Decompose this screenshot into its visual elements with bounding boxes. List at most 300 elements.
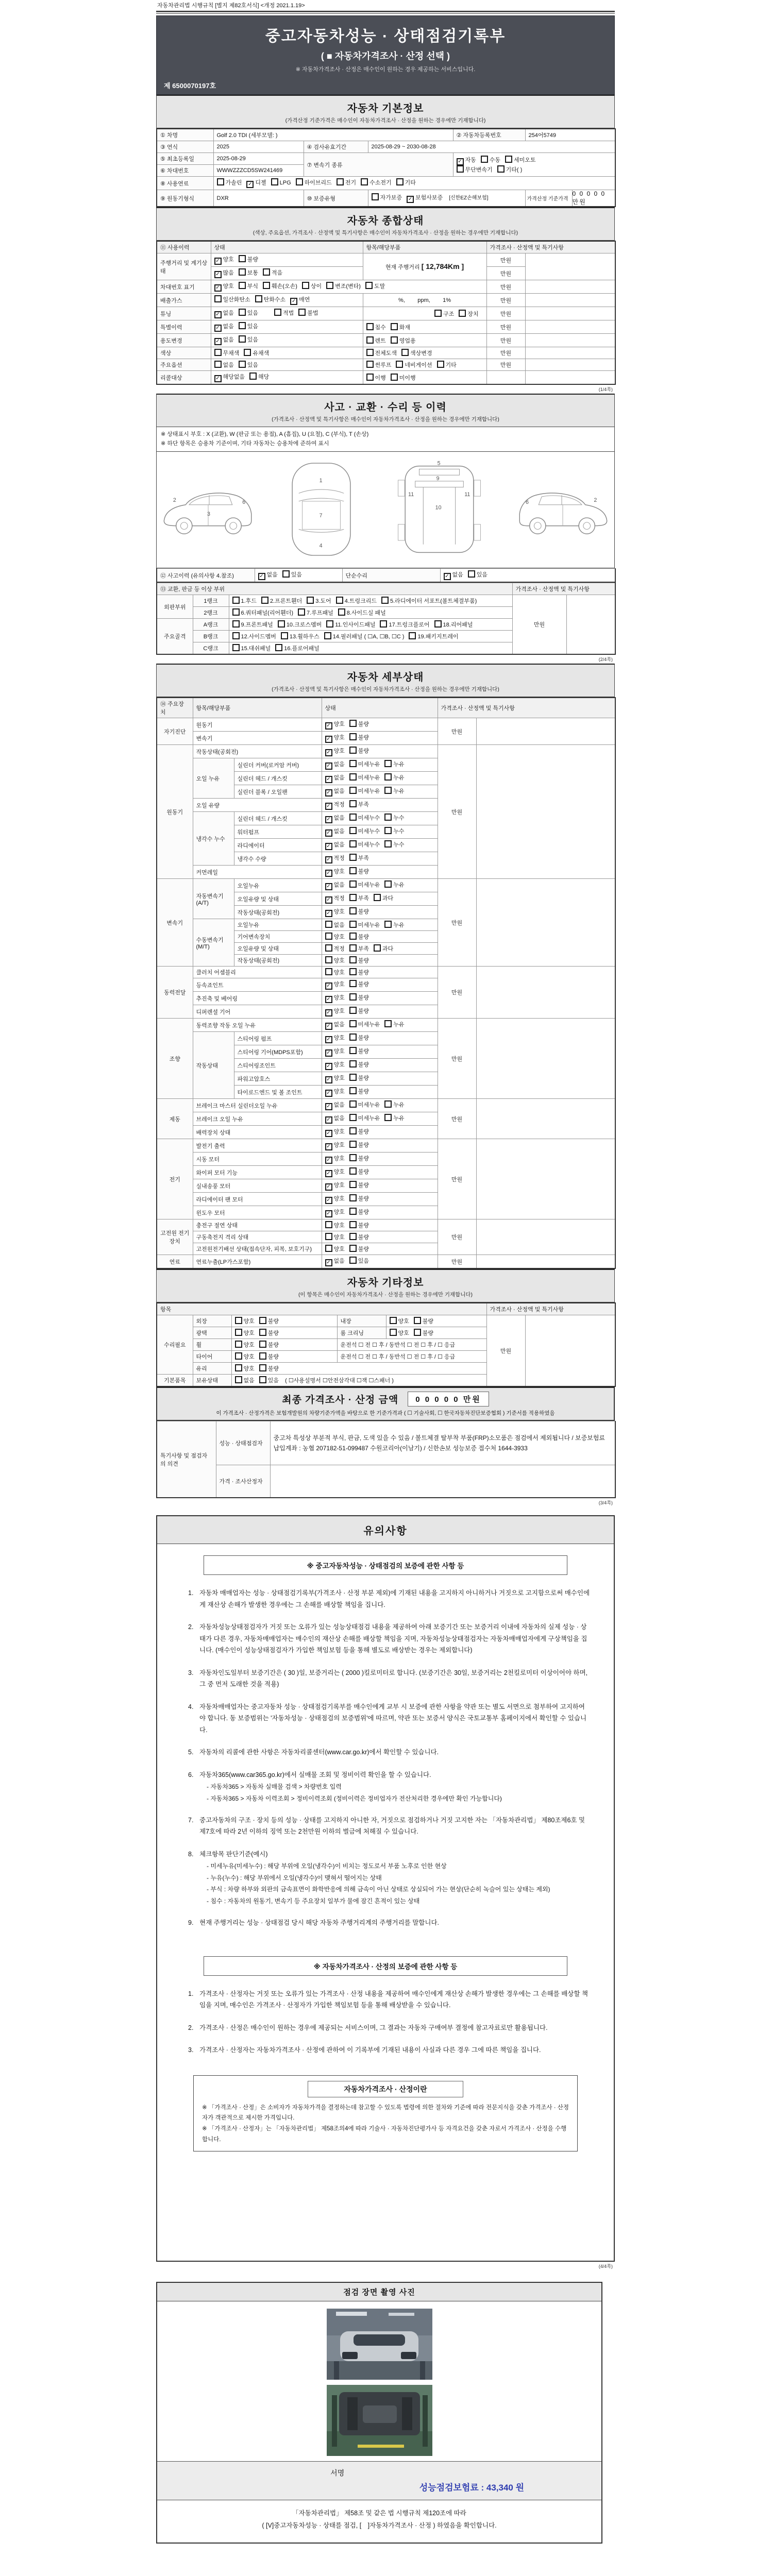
- checkbox-option[interactable]: [325, 1141, 345, 1150]
- color-change-options[interactable]: [363, 347, 486, 359]
- checkbox-option[interactable]: [325, 921, 345, 929]
- checkbox-option[interactable]: [302, 282, 322, 290]
- checkbox-checked-icon[interactable]: ✓: [325, 843, 332, 850]
- checkbox-icon[interactable]: [349, 747, 357, 754]
- rankB-options[interactable]: [229, 631, 512, 642]
- checkbox-option[interactable]: [325, 1020, 345, 1030]
- checkbox-option[interactable]: [258, 570, 278, 580]
- checkbox-option[interactable]: [325, 993, 345, 1003]
- checkbox-option[interactable]: [384, 760, 404, 768]
- detail-state-options[interactable]: [322, 978, 438, 992]
- checkbox-option[interactable]: [361, 178, 392, 187]
- checkbox-option[interactable]: [349, 1127, 369, 1136]
- checkbox-option[interactable]: [290, 295, 310, 305]
- checkbox-option[interactable]: [349, 933, 369, 941]
- warranty-options[interactable]: [368, 190, 525, 207]
- checkbox-option[interactable]: [325, 933, 345, 941]
- checkbox-icon[interactable]: [349, 1154, 357, 1161]
- detail-state-options[interactable]: [322, 1072, 438, 1086]
- checkbox-option[interactable]: [325, 814, 345, 823]
- checkbox-option[interactable]: [255, 295, 286, 303]
- checkbox-icon[interactable]: [349, 773, 357, 781]
- detail-state-options[interactable]: [322, 1045, 438, 1059]
- checkbox-option[interactable]: [366, 374, 386, 382]
- checkbox-checked-icon[interactable]: ✓: [325, 803, 332, 810]
- checkbox-option[interactable]: [349, 993, 369, 1002]
- checkbox-icon[interactable]: [259, 1376, 266, 1383]
- checkbox-icon[interactable]: [259, 1329, 266, 1336]
- checkbox-option[interactable]: [409, 632, 458, 640]
- checkbox-checked-icon[interactable]: ✓: [325, 1090, 332, 1097]
- detail-state-options[interactable]: [322, 879, 438, 892]
- checkbox-checked-icon[interactable]: ✓: [325, 789, 332, 796]
- checkbox-option[interactable]: [349, 1087, 369, 1095]
- accident-history-options[interactable]: [255, 569, 342, 583]
- interior-options[interactable]: [386, 1315, 486, 1327]
- detail-state-options[interactable]: [322, 1019, 438, 1032]
- checkbox-icon[interactable]: [232, 632, 240, 639]
- checkbox-icon[interactable]: [239, 309, 246, 316]
- checkbox-icon[interactable]: [296, 178, 303, 185]
- checkbox-icon[interactable]: [239, 255, 246, 262]
- checkbox-icon[interactable]: [349, 1194, 357, 1201]
- checkbox-icon[interactable]: [275, 644, 282, 651]
- checkbox-option[interactable]: [365, 282, 385, 290]
- checkbox-option[interactable]: [349, 1194, 369, 1202]
- checkbox-option[interactable]: [349, 1221, 369, 1229]
- checkbox-icon[interactable]: [349, 720, 357, 727]
- detail-state-options[interactable]: [322, 852, 438, 866]
- checkbox-checked-icon[interactable]: ✓: [290, 298, 297, 305]
- checkbox-icon[interactable]: [396, 178, 404, 185]
- checkbox-option[interactable]: [325, 956, 345, 964]
- checkbox-checked-icon[interactable]: ✓: [214, 338, 222, 345]
- checkbox-icon[interactable]: [366, 336, 374, 344]
- checkbox-option[interactable]: [384, 840, 404, 849]
- checkbox-option[interactable]: [349, 1020, 380, 1028]
- checkbox-option[interactable]: [232, 608, 294, 617]
- checkbox-option[interactable]: [235, 1376, 255, 1384]
- checkbox-icon[interactable]: [214, 349, 222, 356]
- checkbox-icon[interactable]: [349, 1167, 357, 1175]
- checkbox-checked-icon[interactable]: ✓: [325, 1170, 332, 1177]
- checkbox-option[interactable]: [325, 773, 345, 783]
- checkbox-checked-icon[interactable]: ✓: [325, 1049, 332, 1057]
- checkbox-icon[interactable]: [349, 1074, 357, 1081]
- checkbox-option[interactable]: [298, 309, 318, 317]
- checkbox-checked-icon[interactable]: ✓: [325, 1103, 332, 1110]
- checkbox-option[interactable]: [325, 1060, 345, 1070]
- checkbox-option[interactable]: [259, 1376, 279, 1384]
- detail-state-options[interactable]: [322, 825, 438, 839]
- checkbox-option[interactable]: [349, 787, 380, 795]
- checkbox-icon[interactable]: [325, 944, 332, 952]
- checkbox-icon[interactable]: [239, 335, 246, 343]
- fuel-options[interactable]: [213, 177, 615, 190]
- checkbox-icon[interactable]: [505, 156, 512, 163]
- checkbox-option[interactable]: [407, 193, 443, 203]
- checkbox-option[interactable]: [298, 608, 333, 617]
- checkbox-option[interactable]: [326, 620, 375, 629]
- checkbox-option[interactable]: [349, 1060, 369, 1069]
- wheel-options[interactable]: [231, 1339, 337, 1351]
- rankA-options[interactable]: [229, 619, 512, 631]
- checkbox-icon[interactable]: [349, 933, 357, 940]
- checkbox-icon[interactable]: [302, 282, 309, 289]
- special-history-type-options[interactable]: [363, 320, 486, 334]
- checkbox-checked-icon[interactable]: ✓: [325, 762, 332, 770]
- checkbox-option[interactable]: [239, 361, 258, 369]
- checkbox-icon[interactable]: [349, 800, 357, 807]
- checkbox-icon[interactable]: [396, 361, 403, 368]
- checkbox-checked-icon[interactable]: ✓: [325, 1116, 332, 1124]
- checkbox-option[interactable]: [235, 1329, 255, 1337]
- checkbox-icon[interactable]: [384, 1020, 392, 1027]
- checkbox-checked-icon[interactable]: ✓: [214, 325, 222, 332]
- checkbox-icon[interactable]: [239, 268, 246, 276]
- checkbox-option[interactable]: [325, 1074, 345, 1083]
- checkbox-checked-icon[interactable]: ✓: [325, 982, 332, 990]
- checkbox-option[interactable]: [244, 349, 269, 357]
- detail-state-options[interactable]: [322, 785, 438, 799]
- main-option-type-options[interactable]: [363, 359, 486, 371]
- checkbox-option[interactable]: [325, 1167, 345, 1177]
- checkbox-option[interactable]: [437, 361, 457, 369]
- detail-state-options[interactable]: [322, 1231, 438, 1243]
- checkbox-option[interactable]: [214, 322, 234, 332]
- checkbox-icon[interactable]: [434, 310, 442, 317]
- checkbox-option[interactable]: [239, 255, 258, 263]
- checkbox-option[interactable]: [325, 760, 345, 770]
- checkbox-option[interactable]: [217, 178, 242, 187]
- tuning-options[interactable]: [211, 307, 363, 320]
- checkbox-option[interactable]: [239, 268, 258, 277]
- checkbox-checked-icon[interactable]: ✓: [325, 1036, 332, 1043]
- checkbox-option[interactable]: [349, 1245, 369, 1253]
- checkbox-option[interactable]: [325, 1100, 345, 1110]
- detail-state-options[interactable]: [322, 1099, 438, 1112]
- detail-state-options[interactable]: [322, 1112, 438, 1126]
- checkbox-icon[interactable]: [381, 597, 389, 604]
- checkbox-option[interactable]: [214, 349, 240, 357]
- checkbox-option[interactable]: [325, 944, 345, 953]
- checkbox-icon[interactable]: [263, 268, 270, 276]
- checkbox-icon[interactable]: [414, 1317, 421, 1324]
- checkbox-icon[interactable]: [384, 814, 392, 821]
- checkbox-icon[interactable]: [214, 295, 222, 302]
- detail-state-options[interactable]: [322, 1193, 438, 1206]
- checkbox-option[interactable]: [349, 1114, 380, 1122]
- checkbox-option[interactable]: [307, 597, 331, 605]
- emission-options[interactable]: [211, 294, 363, 307]
- checkbox-icon[interactable]: [384, 760, 392, 767]
- recall-action-options[interactable]: [363, 371, 486, 385]
- detail-state-options[interactable]: [322, 839, 438, 852]
- checkbox-icon[interactable]: [235, 1352, 242, 1360]
- checkbox-option[interactable]: [349, 800, 369, 808]
- checkbox-option[interactable]: [396, 178, 416, 187]
- checkbox-checked-icon[interactable]: ✓: [325, 1143, 332, 1150]
- checkbox-checked-icon[interactable]: ✓: [325, 749, 332, 756]
- checkbox-icon[interactable]: [349, 814, 357, 821]
- checkbox-icon[interactable]: [349, 1060, 357, 1067]
- checkbox-icon[interactable]: [384, 840, 392, 848]
- checkbox-icon[interactable]: [349, 733, 357, 740]
- checkbox-option[interactable]: [414, 1329, 433, 1337]
- checkbox-option[interactable]: [349, 968, 369, 976]
- rankC-options[interactable]: [229, 642, 512, 655]
- detail-state-options[interactable]: [322, 1139, 438, 1153]
- checkbox-option[interactable]: [278, 620, 322, 629]
- checkbox-icon[interactable]: [457, 165, 464, 173]
- checkbox-option[interactable]: [214, 268, 234, 278]
- checkbox-option[interactable]: [457, 165, 493, 174]
- checkbox-icon[interactable]: [361, 178, 368, 185]
- checkbox-option[interactable]: [325, 800, 345, 810]
- checkbox-icon[interactable]: [232, 608, 240, 616]
- checkbox-option[interactable]: [336, 597, 377, 605]
- checkbox-option[interactable]: [349, 814, 380, 822]
- checkbox-option[interactable]: [349, 1033, 369, 1042]
- checkbox-option[interactable]: [263, 282, 297, 290]
- checkbox-option[interactable]: [232, 620, 273, 629]
- checkbox-option[interactable]: [349, 944, 369, 953]
- checkbox-option[interactable]: [214, 372, 245, 382]
- checkbox-option[interactable]: [384, 814, 404, 822]
- checkbox-icon[interactable]: [274, 309, 281, 316]
- checkbox-option[interactable]: [384, 773, 404, 782]
- checkbox-option[interactable]: [384, 1114, 404, 1122]
- checkbox-icon[interactable]: [349, 1114, 357, 1121]
- checkbox-option[interactable]: [349, 907, 369, 916]
- usage-change-type-options[interactable]: [363, 334, 486, 347]
- checkbox-icon[interactable]: [336, 597, 343, 604]
- checkbox-icon[interactable]: [298, 309, 306, 316]
- checkbox-option[interactable]: [235, 1317, 255, 1325]
- checkbox-icon[interactable]: [235, 1364, 242, 1371]
- tuning-type-options[interactable]: [363, 307, 486, 320]
- checkbox-icon[interactable]: [384, 880, 392, 888]
- checkbox-icon[interactable]: [235, 1341, 242, 1348]
- checkbox-icon[interactable]: [349, 827, 357, 834]
- checkbox-option[interactable]: [349, 773, 380, 782]
- detail-state-options[interactable]: [322, 1086, 438, 1099]
- checkbox-icon[interactable]: [235, 1376, 242, 1383]
- detail-state-options[interactable]: [322, 1153, 438, 1166]
- checkbox-icon[interactable]: [372, 193, 379, 200]
- holding-options[interactable]: [231, 1375, 486, 1387]
- checkbox-option[interactable]: [261, 597, 302, 605]
- checkbox-icon[interactable]: [366, 374, 374, 381]
- detail-state-options[interactable]: [322, 992, 438, 1005]
- checkbox-checked-icon[interactable]: ✓: [325, 829, 332, 837]
- recall-options[interactable]: [211, 371, 363, 385]
- checkbox-icon[interactable]: [235, 1317, 242, 1324]
- checkbox-icon[interactable]: [481, 156, 488, 163]
- checkbox-icon[interactable]: [271, 178, 278, 185]
- checkbox-option[interactable]: [325, 827, 345, 837]
- checkbox-option[interactable]: [235, 1352, 255, 1361]
- checkbox-option[interactable]: [349, 854, 369, 862]
- checkbox-icon[interactable]: [384, 827, 392, 834]
- checkbox-icon[interactable]: [232, 597, 240, 604]
- checkbox-icon[interactable]: [349, 894, 357, 901]
- checkbox-option[interactable]: [391, 336, 416, 345]
- checkbox-icon[interactable]: [325, 921, 332, 928]
- checkbox-option[interactable]: [325, 1208, 345, 1217]
- checkbox-icon[interactable]: [384, 921, 392, 928]
- checkbox-option[interactable]: [349, 1208, 369, 1216]
- checkbox-icon[interactable]: [259, 1317, 266, 1324]
- checkbox-icon[interactable]: [232, 644, 240, 651]
- detail-state-options[interactable]: [322, 1243, 438, 1255]
- checkbox-icon[interactable]: [232, 620, 240, 628]
- checkbox-option[interactable]: [325, 1127, 345, 1137]
- checkbox-checked-icon[interactable]: ✓: [325, 776, 332, 783]
- rank1-options[interactable]: [229, 595, 512, 607]
- checkbox-option[interactable]: [326, 282, 361, 290]
- simple-repair-options[interactable]: [440, 569, 615, 583]
- checkbox-icon[interactable]: [349, 907, 357, 914]
- checkbox-option[interactable]: [214, 309, 234, 318]
- checkbox-icon[interactable]: [255, 295, 262, 302]
- checkbox-icon[interactable]: [390, 1329, 397, 1336]
- checkbox-icon[interactable]: [390, 1317, 397, 1324]
- checkbox-checked-icon[interactable]: ✓: [325, 1197, 332, 1204]
- checkbox-option[interactable]: [325, 1007, 345, 1016]
- checkbox-icon[interactable]: [365, 282, 373, 289]
- checkbox-checked-icon[interactable]: ✓: [325, 1009, 332, 1016]
- checkbox-icon[interactable]: [326, 620, 333, 628]
- checkbox-icon[interactable]: [384, 787, 392, 794]
- checkbox-option[interactable]: [390, 1317, 409, 1325]
- detail-state-options[interactable]: [322, 1219, 438, 1231]
- checkbox-icon[interactable]: [349, 968, 357, 975]
- checkbox-icon[interactable]: [349, 1233, 357, 1240]
- checkbox-checked-icon[interactable]: ✓: [325, 1210, 332, 1217]
- checkbox-option[interactable]: [325, 1233, 345, 1241]
- checkbox-option[interactable]: [390, 1329, 409, 1337]
- checkbox-icon[interactable]: [349, 1257, 357, 1264]
- checkbox-option[interactable]: [414, 1317, 433, 1325]
- checkbox-option[interactable]: [259, 1329, 279, 1337]
- checkbox-icon[interactable]: [325, 1245, 332, 1252]
- detail-state-options[interactable]: [322, 1255, 438, 1269]
- checkbox-icon[interactable]: [239, 322, 246, 329]
- checkbox-option[interactable]: [391, 374, 416, 382]
- checkbox-option[interactable]: [380, 620, 429, 629]
- checkbox-checked-icon[interactable]: ✓: [325, 896, 332, 904]
- checkbox-option[interactable]: [275, 644, 319, 652]
- checkbox-option[interactable]: [374, 894, 393, 902]
- tire-options[interactable]: [231, 1351, 337, 1363]
- checkbox-checked-icon[interactable]: ✓: [325, 856, 332, 863]
- checkbox-checked-icon[interactable]: ✓: [246, 181, 254, 188]
- checkbox-checked-icon[interactable]: ✓: [325, 883, 332, 890]
- checkbox-icon[interactable]: [349, 993, 357, 1001]
- checkbox-icon[interactable]: [374, 944, 381, 952]
- checkbox-option[interactable]: [444, 570, 463, 580]
- checkbox-icon[interactable]: [325, 1221, 332, 1228]
- checkbox-icon[interactable]: [325, 968, 332, 975]
- detail-state-options[interactable]: [322, 906, 438, 919]
- detail-state-options[interactable]: [322, 799, 438, 812]
- checkbox-icon[interactable]: [366, 323, 374, 330]
- checkbox-icon[interactable]: [298, 608, 305, 616]
- checkbox-checked-icon[interactable]: ✓: [214, 258, 222, 265]
- checkbox-checked-icon[interactable]: ✓: [407, 196, 414, 203]
- checkbox-icon[interactable]: [259, 1364, 266, 1371]
- checkbox-icon[interactable]: [338, 608, 345, 616]
- checkbox-checked-icon[interactable]: ✓: [325, 1023, 332, 1030]
- checkbox-option[interactable]: [349, 1047, 369, 1055]
- checkbox-option[interactable]: [434, 620, 473, 629]
- checkbox-icon[interactable]: [349, 880, 357, 888]
- checkbox-option[interactable]: [259, 1352, 279, 1361]
- checkbox-option[interactable]: [325, 1087, 345, 1097]
- checkbox-icon[interactable]: [414, 1329, 421, 1336]
- checkbox-option[interactable]: [349, 827, 380, 835]
- checkbox-icon[interactable]: [282, 570, 290, 578]
- checkbox-icon[interactable]: [366, 361, 374, 368]
- checkbox-icon[interactable]: [497, 165, 505, 173]
- detail-state-options[interactable]: [322, 892, 438, 906]
- checkbox-option[interactable]: [325, 1257, 345, 1266]
- checkbox-checked-icon[interactable]: ✓: [214, 271, 222, 278]
- checkbox-icon[interactable]: [239, 282, 246, 289]
- checkbox-icon[interactable]: [384, 1100, 392, 1108]
- checkbox-icon[interactable]: [349, 1245, 357, 1252]
- checkbox-icon[interactable]: [349, 787, 357, 794]
- checkbox-icon[interactable]: [337, 178, 344, 185]
- checkbox-option[interactable]: [434, 310, 454, 318]
- checkbox-option[interactable]: [391, 323, 410, 331]
- checkbox-option[interactable]: [349, 1154, 369, 1162]
- detail-state-options[interactable]: [322, 718, 438, 732]
- detail-state-options[interactable]: [322, 943, 438, 955]
- checkbox-option[interactable]: [214, 335, 234, 345]
- checkbox-checked-icon[interactable]: ✓: [214, 284, 222, 292]
- checkbox-icon[interactable]: [349, 1221, 357, 1228]
- checkbox-icon[interactable]: [349, 944, 357, 952]
- checkbox-option[interactable]: [325, 720, 345, 730]
- detail-state-options[interactable]: [322, 919, 438, 931]
- checkbox-option[interactable]: [324, 632, 405, 640]
- checkbox-option[interactable]: [325, 1154, 345, 1164]
- detail-state-options[interactable]: [322, 1126, 438, 1139]
- checkbox-icon[interactable]: [391, 323, 398, 330]
- glass-options[interactable]: [231, 1363, 486, 1375]
- checkbox-icon[interactable]: [307, 597, 314, 604]
- checkbox-icon[interactable]: [349, 956, 357, 963]
- checkbox-option[interactable]: [384, 880, 404, 889]
- checkbox-option[interactable]: [384, 787, 404, 795]
- checkbox-option[interactable]: [349, 980, 369, 988]
- checkbox-icon[interactable]: [366, 349, 374, 356]
- checkbox-icon[interactable]: [434, 620, 442, 628]
- checkbox-option[interactable]: [325, 840, 345, 850]
- checkbox-checked-icon[interactable]: ✓: [325, 996, 332, 1003]
- checkbox-option[interactable]: [372, 193, 402, 201]
- checkbox-option[interactable]: [384, 921, 404, 929]
- checkbox-icon[interactable]: [324, 632, 331, 639]
- mileage-amount-options[interactable]: [211, 267, 363, 280]
- checkbox-option[interactable]: [349, 1007, 369, 1015]
- checkbox-icon[interactable]: [349, 921, 357, 928]
- usage-change-options[interactable]: [211, 334, 363, 347]
- exterior-options[interactable]: [231, 1315, 337, 1327]
- checkbox-checked-icon[interactable]: ✓: [444, 573, 451, 580]
